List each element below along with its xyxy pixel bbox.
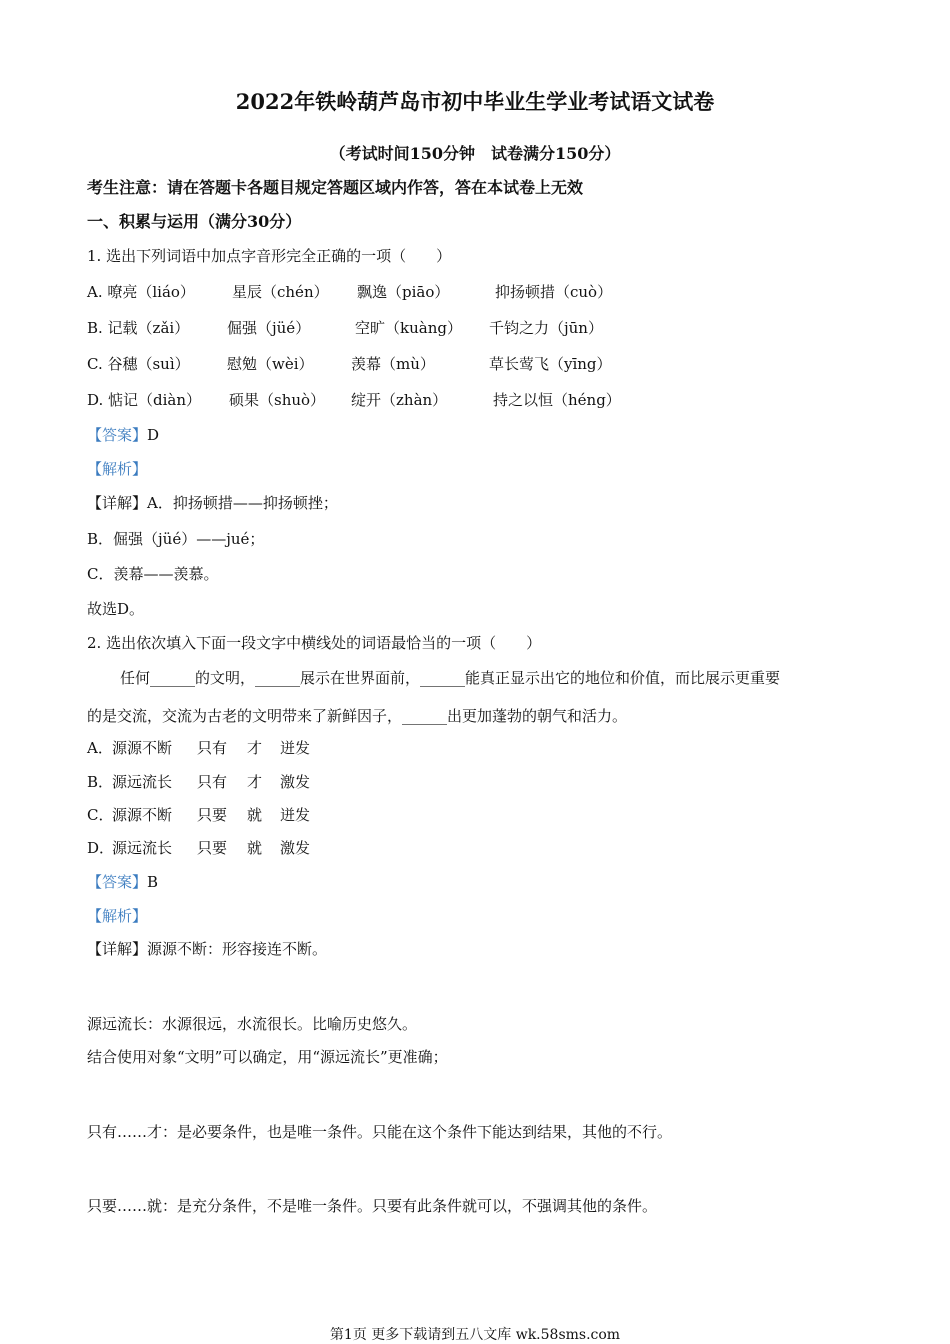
answer-tag: 【答案】 xyxy=(87,873,148,891)
answer-tag: 【答案】 xyxy=(87,426,148,444)
option-word: 只有 xyxy=(197,739,228,757)
option-letter: D． xyxy=(87,839,115,857)
exam-notice: 考生注意：请在答题卡各题目规定答题区域内作答，答在本试卷上无效 xyxy=(87,178,584,197)
option-word: 只要 xyxy=(197,806,228,824)
q2-answer xyxy=(87,872,158,892)
option-word: 激发 xyxy=(280,839,311,857)
option-word: 源源不断 xyxy=(112,739,173,757)
option-letter: A． xyxy=(87,739,113,757)
question-2-stem: 2. 选出依次填入下面一段文字中横线处的词语最恰当的一项（ ） xyxy=(87,634,542,652)
option-word: 星辰（chén） xyxy=(232,283,329,301)
option-word: 草长莺飞（yīng） xyxy=(489,355,612,373)
option-word: 绽开（zhàn） xyxy=(351,391,448,409)
q2-detail-line: 结合使用对象“文明”可以确定，用“源远流长”更准确； xyxy=(87,1048,448,1066)
q2-passage-line: 任何______的文明，______展示在世界面前，______能真正显示出它的地位和价值，而比展示更重要 xyxy=(120,669,781,687)
option-word: 千钧之力（jūn） xyxy=(489,319,603,337)
option-word: A. 嘹亮（liáo） xyxy=(87,283,195,301)
q1-analysis-tag: 【解析】 xyxy=(87,460,148,478)
q1-detail-line: B．倔强（jüé）——jué； xyxy=(87,530,265,548)
question-1-stem: 1. 选出下列词语中加点字音形完全正确的一项（ ） xyxy=(87,247,452,265)
answer-value: D xyxy=(147,426,160,444)
option-word: 才 xyxy=(247,773,263,791)
exam-subtitle: （考试时间150分钟 试卷满分150分） xyxy=(329,144,621,163)
q2-analysis-tag: 【解析】 xyxy=(87,907,148,925)
option-word: 源远流长 xyxy=(112,839,173,857)
option-word: D. 惦记（diàn） xyxy=(87,391,202,409)
option-word: 迸发 xyxy=(280,739,311,757)
section-heading: 一、积累与运用（满分30分） xyxy=(87,212,302,231)
option-word: 迸发 xyxy=(280,806,311,824)
option-word: 羡幕（mù） xyxy=(351,355,435,373)
option-word: 才 xyxy=(247,739,263,757)
q1-detail-line: 【详解】A．抑扬顿措——抑扬顿挫； xyxy=(87,494,338,512)
option-word: 持之以恒（héng） xyxy=(493,391,621,409)
option-word: 慰勉（wèi） xyxy=(227,355,314,373)
q2-detail-line: 只要……就：是充分条件，不是唯一条件。只要有此条件就可以，不强调其他的条件。 xyxy=(87,1197,658,1215)
option-word: C. 谷穗（suì） xyxy=(87,355,190,373)
q2-passage-line: 的是交流，交流为古老的文明带来了新鲜因子，______出更加蓬勃的朝气和活力。 xyxy=(87,707,628,725)
page-footer: 第1页 更多下载请到五八文库 wk.58sms.com xyxy=(329,1327,621,1343)
option-word: 空旷（kuàng） xyxy=(355,319,462,337)
q1-answer xyxy=(87,425,159,445)
q2-detail-line: 【详解】源源不断：形容接连不断。 xyxy=(87,940,328,958)
option-word: 飘逸（piāo） xyxy=(357,283,450,301)
option-word: 硕果（shuò） xyxy=(229,391,326,409)
option-letter: B． xyxy=(87,773,114,791)
q1-detail-line: 故选D。 xyxy=(87,600,145,618)
option-word: 就 xyxy=(247,806,263,824)
q1-detail-line: C．羡幕——羡慕。 xyxy=(87,565,219,583)
page-title: 2022年铁岭葫芦岛市初中毕业生学业考试语文试卷 xyxy=(235,89,715,114)
option-word: 只有 xyxy=(197,773,228,791)
option-letter: C． xyxy=(87,806,114,824)
option-word: 只要 xyxy=(197,839,228,857)
option-word: 就 xyxy=(247,839,263,857)
option-word: 倔强（jüé） xyxy=(227,319,311,337)
q2-detail-line: 只有……才：是必要条件，也是唯一条件。只能在这个条件下能达到结果，其他的不行。 xyxy=(87,1123,673,1141)
option-word: 源源不断 xyxy=(112,806,173,824)
option-word: 源远流长 xyxy=(112,773,173,791)
option-word: 抑扬顿措（cuò） xyxy=(495,283,613,301)
answer-value: B xyxy=(147,873,159,891)
q2-detail-line: 源远流长：水源很远，水流很长。比喻历史悠久。 xyxy=(87,1015,418,1033)
option-word: 激发 xyxy=(280,773,311,791)
option-word: B. 记载（zǎi） xyxy=(87,319,190,337)
